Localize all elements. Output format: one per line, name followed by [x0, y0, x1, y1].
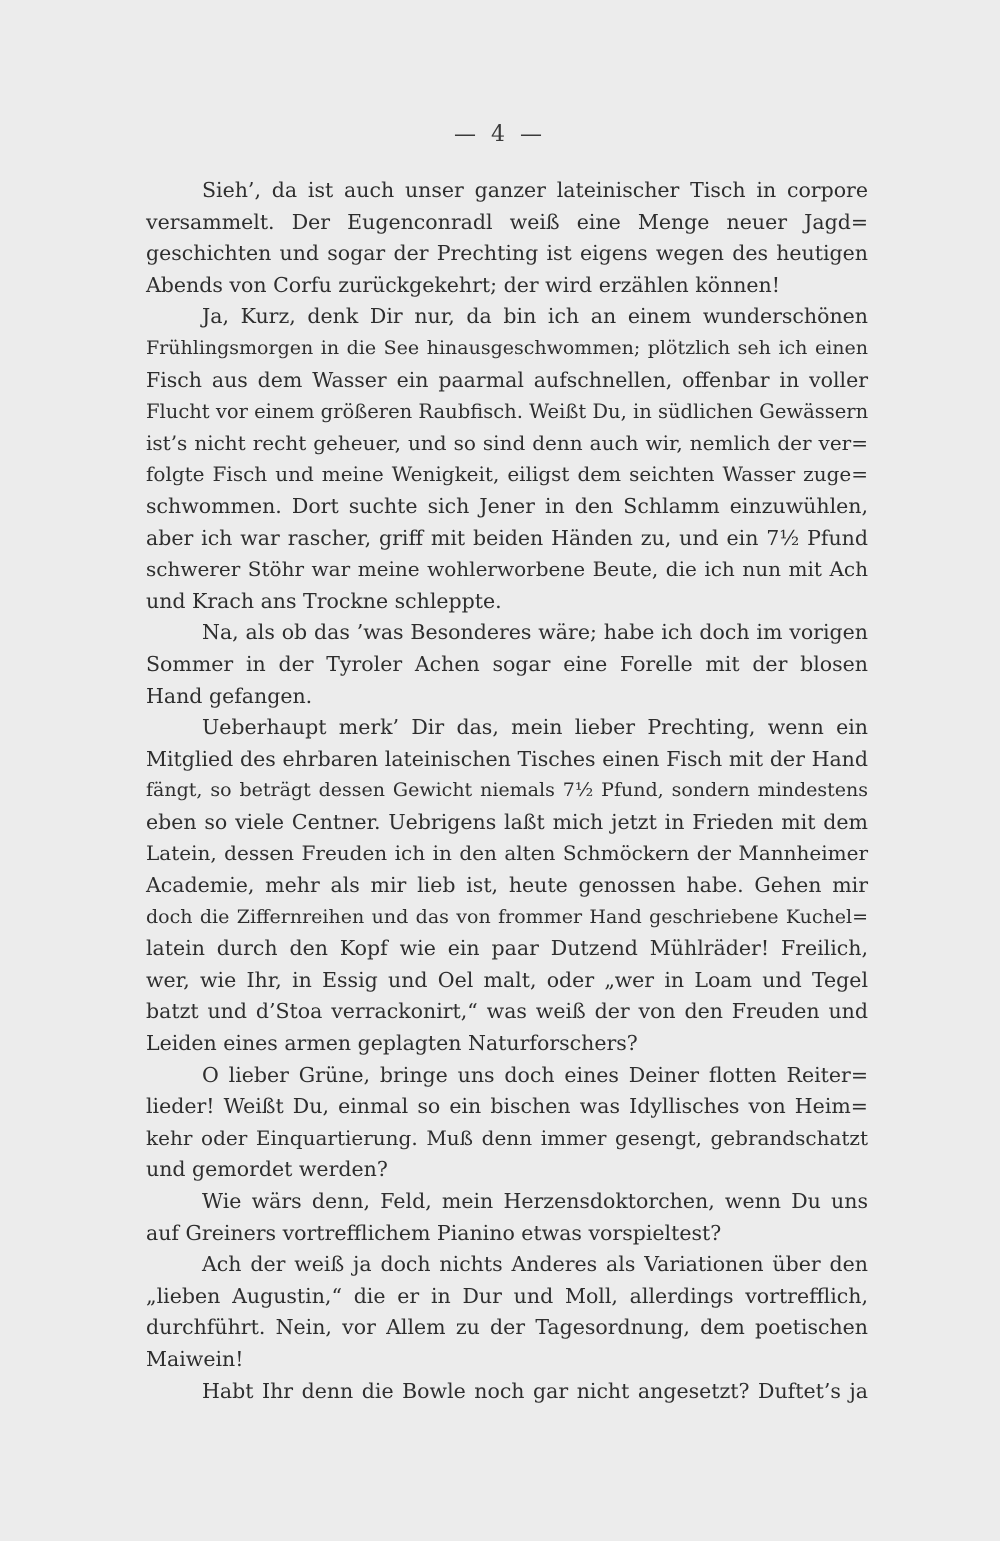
text-line: und Krach ans Trockne schleppte. — [146, 588, 502, 613]
text-line: ist’s nicht recht geheuer, und so sind denn auch wir, nemlich der ver= — [146, 430, 868, 455]
text-line: doch die Ziffernreihen und das von frommer Hand geschriebene Kuchel= — [146, 905, 868, 928]
text-line: lieder! Weißt Du, einmal so ein bischen was Idyllisches von Heim= — [146, 1094, 868, 1119]
text-line: Mitglied des ehrbaren lateinischen Tisches einen Fisch mit der Hand — [146, 746, 868, 771]
text-line: durchführt. Nein, vor Allem zu der Tagesordnung, dem poetischen — [146, 1315, 868, 1340]
text-line: versammelt. Der Eugenconradl weiß eine Menge neuer Jagd= — [146, 209, 868, 234]
text-line: Ach der weiß ja doch nichts Anderes als Variationen über den — [202, 1252, 868, 1277]
text-line: O lieber Grüne, bringe uns doch eines Deiner flotten Reiter= — [202, 1062, 868, 1087]
text-line: geschichten und sogar der Prechting ist eigens wegen des heutigen — [146, 241, 868, 266]
text-line: auf Greiners vortrefflichem Pianino etwas vorspieltest? — [146, 1220, 722, 1245]
text-line: Flucht vor einem größeren Raubfisch. Weißt Du, in südlichen Gewässern — [146, 400, 869, 424]
page-number: — 4 — — [454, 122, 546, 147]
text-line: Sommer in der Tyroler Achen sogar eine Forelle mit der blosen — [146, 651, 868, 676]
text-line: eben so viele Centner. Uebrigens laßt mich jetzt in Frieden mit dem — [146, 809, 868, 834]
body-text — [146, 175, 868, 1407]
text-line: Wie wärs denn, Feld, mein Herzensdoktorchen, wenn Du uns — [202, 1189, 868, 1213]
text-line: Sieh’, da ist auch unser ganzer lateinischer Tisch in corpore — [202, 178, 868, 202]
text-line: Abends von Corfu zurückgekehrt; der wird erzählen können! — [146, 272, 780, 297]
text-line: kehr oder Einquartierung. Muß denn immer gesengt, gebrandschatzt — [146, 1125, 868, 1150]
text-line: Ja, Kurz, denk Dir nur, da bin ich an einem wunderschönen — [202, 304, 868, 329]
text-line: wer, wie Ihr, in Essig und Oel malt, oder „wer in Loam und Tegel — [146, 967, 868, 992]
text-line: Leiden eines armen geplagten Naturforschers? — [146, 1031, 638, 1056]
text-line: Fisch aus dem Wasser ein paarmal aufschnellen, offenbar in voller — [146, 367, 868, 392]
text-line: schwerer Stöhr war meine wohlerworbene Beute, die ich nun mit Ach — [146, 557, 868, 582]
text-line: schwommen. Dort suchte sich Jener in den Schlamm einzuwühlen, — [146, 493, 868, 518]
text-line: Habt Ihr denn die Bowle noch gar nicht angesetzt? Duftet’s ja — [202, 1378, 868, 1403]
text-line: aber ich war rascher, griff mit beiden Händen zu, und ein 7½ Pfund — [146, 525, 868, 550]
text-line: Frühlingsmorgen in die See hinausgeschwommen; plötzlich seh ich einen — [146, 336, 868, 359]
text-line: Academie, mehr als mir lieb ist, heute genossen habe. Gehen mir — [146, 873, 868, 898]
text-line: Latein, dessen Freuden ich in den alten Schmöckern der Mannheimer — [146, 841, 868, 866]
text-line: folgte Fisch und meine Wenigkeit, eiligst dem seichten Wasser zuge= — [146, 462, 868, 487]
text-line: Maiwein! — [146, 1346, 244, 1371]
text-line: „lieben Augustin,“ die er in Dur und Moll, allerdings vortrefflich, — [146, 1283, 868, 1308]
text-line: Hand gefangen. — [146, 683, 313, 708]
text-line: Ueberhaupt merk’ Dir das, mein lieber Prechting, wenn ein — [202, 715, 868, 740]
text-line: und gemordet werden? — [146, 1157, 388, 1182]
text-line: Na, als ob das ’was Besonderes wäre; habe ich doch im vorigen — [202, 620, 868, 645]
text-line: batzt und d’Stoa verrackonirt,“ was weiß der von den Freuden und — [146, 999, 868, 1024]
text-line: latein durch den Kopf wie ein paar Dutzend Mühlräder! Freilich, — [146, 936, 868, 961]
text-line: fängt, so beträgt dessen Gewicht niemals 7½ Pfund, sondern mindestens — [146, 779, 868, 802]
